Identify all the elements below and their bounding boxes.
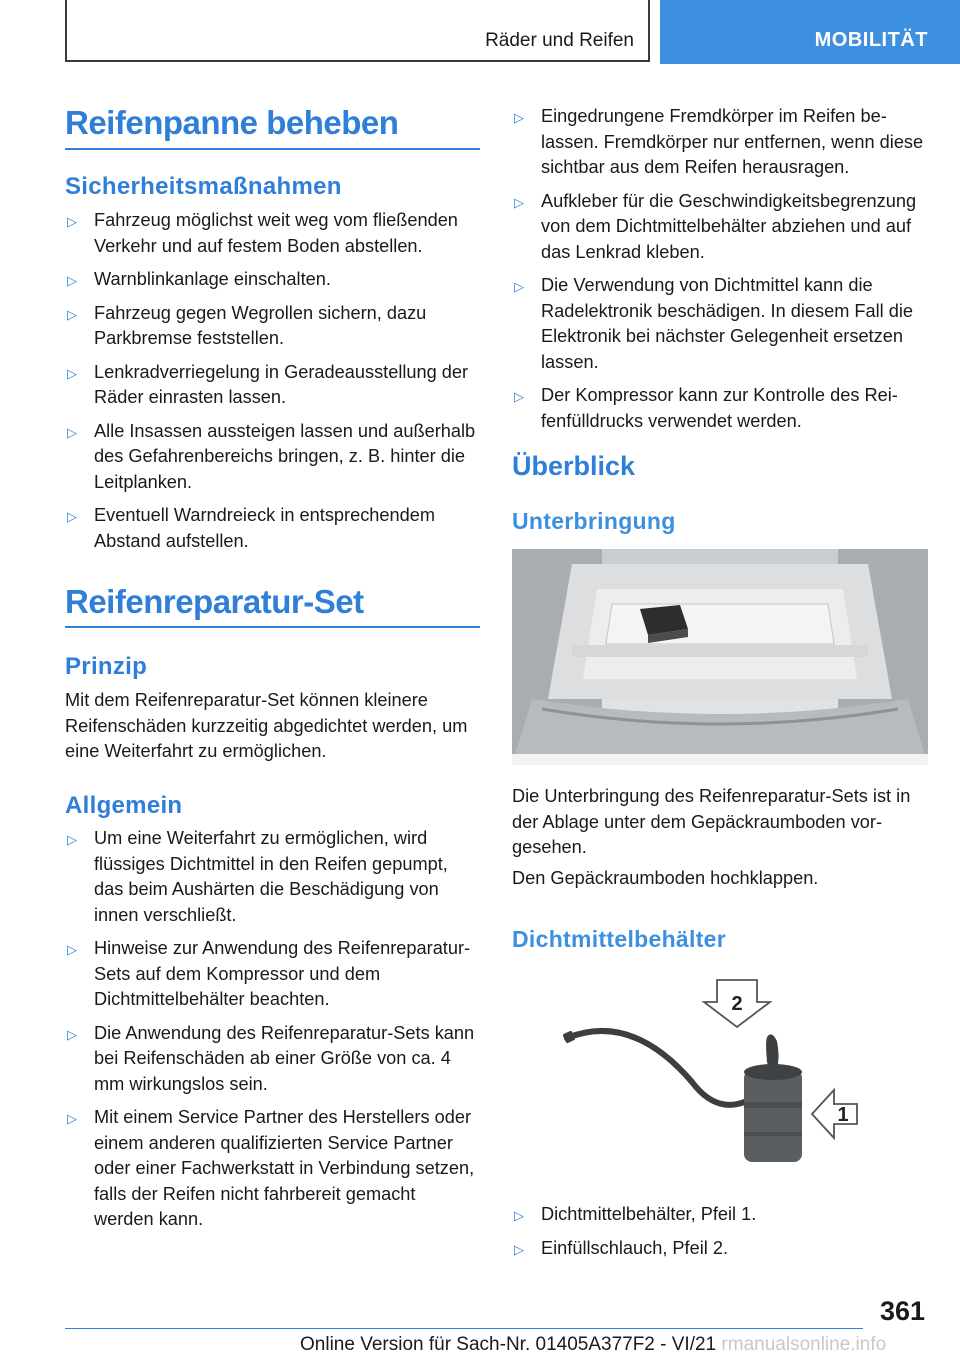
section-title: MOBILITÄT	[814, 29, 928, 51]
bullet-triangle-icon: ▷	[514, 1208, 524, 1223]
list-item: ▷ Mit einem Service Partner des Herstellers oder einem anderen qualifizierten Service Partner oder einer Fachwerkstatt in Verbindung setzen, falls der Reifen nicht fahrbereit gemacht werden kann.	[67, 1107, 475, 1229]
bullet-triangle-icon: ▷	[514, 110, 524, 125]
footer	[300, 1334, 886, 1356]
overview-heading: Überblick	[512, 451, 636, 481]
chapter-title: Räder und Reifen	[485, 30, 634, 51]
list-item: ▷ Eventuell Warndreieck in entsprechendem Abstand aufstellen.	[67, 505, 436, 551]
bullet-triangle-icon: ▷	[514, 1241, 524, 1257]
bullet-triangle-icon: ▷	[67, 273, 77, 288]
header-chapter-box	[65, 0, 650, 62]
container-parts-list	[512, 1202, 930, 1269]
principle-text: Mit dem Reifenreparatur-Set können kleinere Reifenschäden kurzzeitig abgedichtet werden, um eine Weiterfahrt zu ermöglichen.	[65, 690, 468, 761]
list-item: ▷ Fahrzeug möglichst weit weg vom fließenden Verkehr und auf festem Boden abstellen.	[67, 210, 458, 256]
bullet-triangle-icon: ▷	[67, 424, 77, 440]
safety-list	[65, 208, 480, 562]
principle-heading: Prinzip	[65, 653, 148, 680]
list-item: ▷ Eingedrungene Fremdkörper im Reifen belassen. Fremdkörper nur entfernen, wenn diese sichtbar aus dem Reifen herausragen.	[514, 106, 924, 177]
bullet-triangle-icon: ▷	[67, 306, 77, 322]
list-item: ▷ Aufkleber für die Geschwindigkeitsbegrenzung von dem Dichtmittelbehälter abziehen und auf das Lenkrad kleben.	[514, 190, 917, 262]
footer-watermark: rmanualsonline.info	[721, 1334, 887, 1355]
list-item: ▷ Dichtmittelbehälter, Pfeil 1.	[512, 1202, 930, 1228]
arrow-1-icon	[812, 1090, 857, 1138]
footer-rule	[65, 1328, 863, 1329]
svg-text:1: 1	[837, 1104, 849, 1126]
general-list	[65, 826, 480, 1241]
footer-text: Online Version für Sach-Nr. 01405A377F2 - VI/21	[300, 1334, 717, 1355]
notes-list	[512, 104, 930, 442]
list-item: ▷ Die Verwendung von Dichtmittel kann die Radelektronik beschädigen. In diesem Fall die Elektronik bei nächster Gelegenheit ersetzen lassen.	[514, 275, 914, 372]
storage-text-1: Die Unterbringung des Reifenreparatur-Sets ist in der Ablage unter dem Gepäckraumboden vorgesehen.	[512, 786, 911, 857]
bullet-triangle-icon: ▷	[67, 942, 77, 957]
safety-heading: Sicherheitsmaßnahmen	[65, 173, 342, 200]
container-heading: Dichtmittelbehälter	[512, 926, 727, 952]
list-item: ▷ Hinweise zur Anwendung des Reifenreparatur-Sets auf dem Kompressor und dem Dichtmittelbehälter beachten.	[67, 938, 471, 1009]
list-item: ▷ Fahrzeug gegen Wegrollen sichern, dazu Parkbremse feststellen.	[67, 302, 427, 348]
section-tab	[660, 0, 960, 64]
arrow-2-icon	[704, 980, 770, 1027]
set-title-rule	[65, 626, 480, 628]
list-item: ▷ Warnblinkanlage einschalten.	[65, 267, 480, 293]
bullet-triangle-icon: ▷	[67, 509, 77, 524]
bullet-triangle-icon: ▷	[514, 279, 524, 294]
page-number: 361	[879, 1296, 925, 1326]
title-rule	[65, 148, 480, 150]
svg-text:2: 2	[731, 993, 743, 1015]
storage-heading: Unterbringung	[512, 508, 676, 534]
bullet-triangle-icon: ▷	[67, 365, 77, 381]
set-title: Reifenreparatur-Set	[65, 583, 364, 620]
page-title: Reifenpanne beheben	[65, 104, 399, 141]
storage-text-2: Den Gepäckraumboden hochklappen.	[512, 868, 819, 888]
list-item: ▷ Einfüllschlauch, Pfeil 2.	[512, 1236, 930, 1262]
sealant-container-diagram	[512, 972, 928, 1182]
list-item: ▷ Um eine Weiterfahrt zu ermöglichen, wird flüssiges Dichtmittel in den Reifen gepumpt, das beim Aushärten die Beschädigung von innen verschließt.	[67, 828, 448, 925]
general-heading: Allgemein	[65, 792, 183, 819]
list-item: ▷ Alle Insassen aussteigen lassen und außerhalb des Gefahrenbereichs bringen, z. B. hinter die Leitplanken.	[67, 420, 476, 492]
trunk-storage-photo	[512, 549, 928, 765]
bullet-triangle-icon: ▷	[67, 832, 77, 847]
list-item: ▷ Lenkradverriegelung in Geradeausstellung der Räder einrasten lassen.	[67, 361, 469, 407]
list-item: ▷ Die Anwendung des Reifenreparatur-Sets kann bei Reifenschäden ab einer Größe von ca. 4 mm wirkungslos sein.	[67, 1022, 475, 1094]
bullet-triangle-icon: ▷	[67, 214, 77, 229]
list-item: ▷ Der Kompressor kann zur Kontrolle des Reifenfülldrucks verwendet werden.	[514, 385, 898, 431]
bullet-triangle-icon: ▷	[514, 194, 524, 210]
bullet-triangle-icon: ▷	[514, 389, 524, 404]
bullet-triangle-icon: ▷	[67, 1026, 77, 1042]
bullet-triangle-icon: ▷	[67, 1111, 77, 1126]
